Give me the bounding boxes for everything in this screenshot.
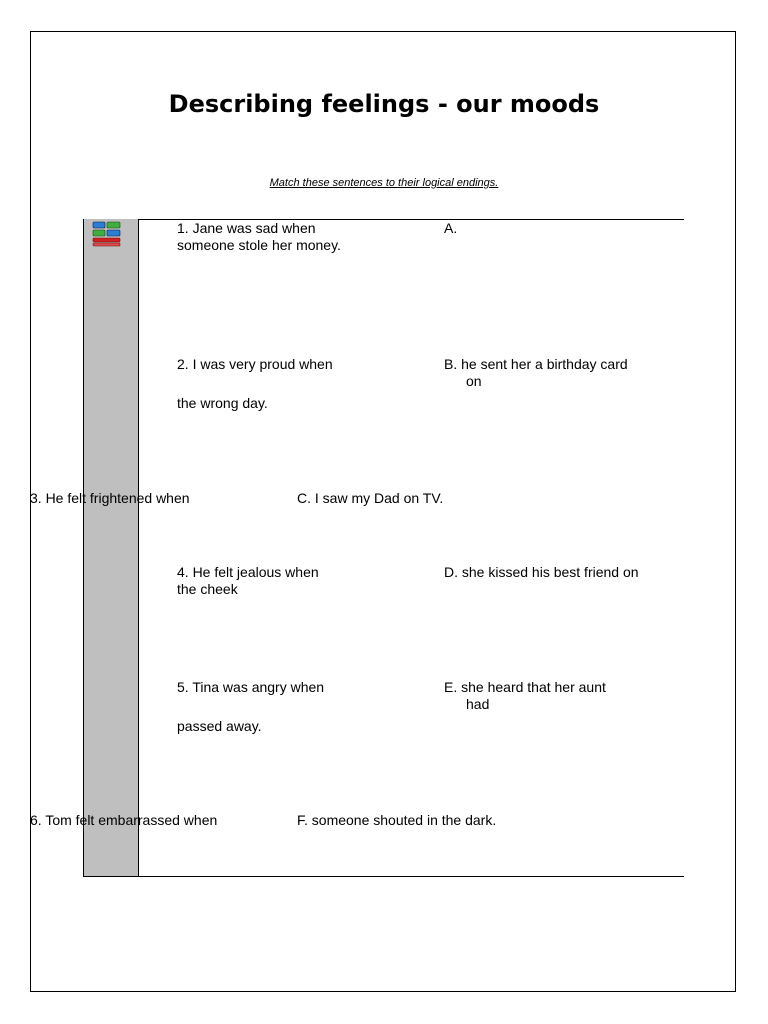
instruction-text: Match these sentences to their logical endings. xyxy=(269,177,499,189)
worksheet-logo-icon xyxy=(92,221,122,249)
ending-f: F. someone shouted in the dark. xyxy=(297,812,497,828)
sentence-6: 6. Tom felt embarrassed when xyxy=(30,812,218,828)
sentence-2-continuation: the wrong day. xyxy=(177,395,268,411)
sentence-5-continuation: passed away. xyxy=(177,718,262,734)
sentence-4: 4. He felt jealous when the cheek xyxy=(177,564,319,597)
ending-e: E. she heard that her aunt had xyxy=(444,679,606,712)
sentence-2: 2. I was very proud when xyxy=(177,356,333,372)
table-top-line xyxy=(83,219,684,220)
ending-b: B. he sent her a birthday card on xyxy=(444,356,628,389)
ending-c: C. I saw my Dad on TV. xyxy=(297,490,444,506)
sentence-3: 3. He felt frightened when xyxy=(30,490,190,506)
sentence-1: 1. Jane was sad when someone stole her money. xyxy=(177,220,341,253)
sidebar-column xyxy=(83,219,139,876)
page-title: Describing feelings - our moods xyxy=(168,90,600,118)
ending-a: A. xyxy=(444,220,458,236)
ending-d: D. she kissed his best friend on xyxy=(444,564,639,580)
sentence-5: 5. Tina was angry when xyxy=(177,679,325,695)
table-bottom-line xyxy=(83,876,684,877)
